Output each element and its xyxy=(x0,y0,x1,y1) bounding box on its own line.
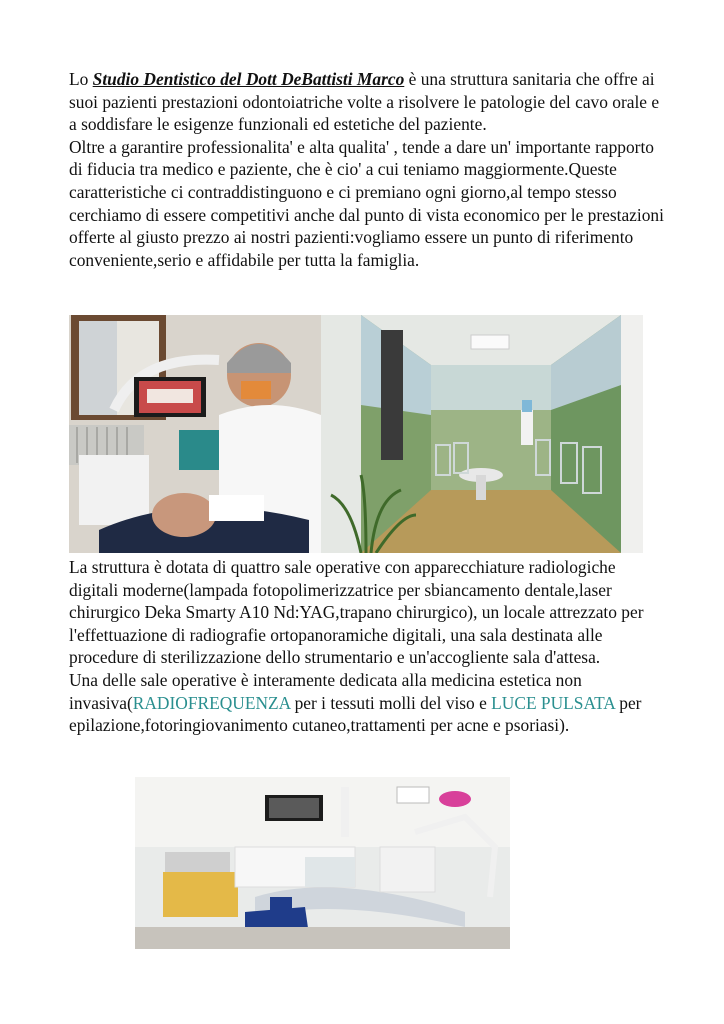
intro-paragraph-2: Oltre a garantire professionalita' e alta qualita' , tende a dare un' importante rapporto di fiducia tra medico e paziente, che è cio' a cui teniamo maggiormente.Queste caratteristiche ci contraddistinguono e ci premiano ogni giorno,al tempo stesso cerchiamo di essere competitivi anche dal punto di vista economico per le prestazioni offerte al giusto prezzo ai nostri pazienti:vogliamo essere un punto di riferimento conveniente,serio e affidabile per tutta la famiglia. xyxy=(69,136,664,270)
luce-pulsata-link[interactable]: LUCE PULSATA xyxy=(491,692,615,713)
studio-name: Studio Dentistico del Dott DeBattisti Marco xyxy=(92,69,405,89)
dentist-treatment-photo xyxy=(69,315,321,553)
facilities-section xyxy=(69,556,669,737)
intro-lead: Lo xyxy=(69,69,93,89)
aesthetic-start: Una delle sale operative è interamente dedicata alla medicina estetica non invasiva( xyxy=(69,669,582,713)
waiting-room-photo xyxy=(321,315,643,553)
intro-after-name: è una struttura sanitaria che offre ai suoi pazienti prestazioni odontoiatriche volte a risolvere le patologie del cavo orale e a soddisfare le esigenze funzionali ed estetiche del paziente. xyxy=(69,69,660,135)
aesthetic-middle: per i tessuti molli del viso e xyxy=(290,692,492,713)
intro-paragraph xyxy=(69,68,669,136)
operating-room-photo xyxy=(135,777,510,949)
facilities-paragraph: La struttura è dotata di quattro sale operative con apparecchiature radiologiche digitali moderne(lampada fotopolimerizzatrice per sbiancamento dentale,laser chirurgico Deka Smarty A10 Nd:YAG,trapano chirurgico), un locale attrezzato per l'effettuazione di radiografie ortopanoramiche digitali, una sala destinata alle procedure di sterilizzazione dello strumentario e un'accogliente sala d'attesa. xyxy=(69,557,644,668)
radiofrequenza-link[interactable]: RADIOFREQUENZA xyxy=(132,692,291,713)
intro-section xyxy=(69,68,669,271)
aesthetic-end: per epilazione,fotoringiovanimento cutaneo,trattamenti per acne e psoriasi). xyxy=(69,692,642,736)
aesthetic-paragraph xyxy=(69,669,669,737)
